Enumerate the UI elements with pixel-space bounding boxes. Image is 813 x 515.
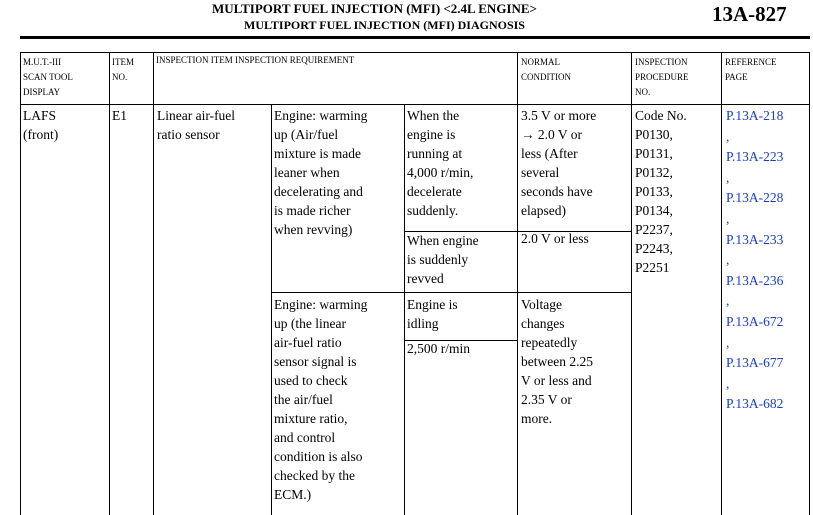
- document-title: MULTIPORT FUEL INJECTION (MFI) <2.4L ENGINE>: [212, 1, 537, 16]
- text-line: changes: [521, 316, 565, 331]
- text-line: mixture ratio,: [274, 411, 348, 426]
- reference-link[interactable]: P.13A-223: [726, 149, 784, 165]
- header-normal-condition: [521, 55, 571, 85]
- cell-condition-2b: [407, 339, 470, 358]
- text-line: seconds have: [521, 184, 593, 199]
- text-line: P0132,: [635, 165, 673, 180]
- text-line: leaner when: [274, 165, 340, 180]
- text-line: Code No.: [635, 108, 687, 123]
- reference-separator: ,: [726, 252, 730, 268]
- text-line: decelerate: [407, 184, 462, 199]
- header-rule: [20, 36, 810, 39]
- text-line: several: [521, 165, 560, 180]
- text-line: decelerating and: [274, 184, 363, 199]
- cell-item-no: [112, 106, 127, 125]
- header-inspection-item: [156, 53, 354, 68]
- reference-link[interactable]: P.13A-682: [726, 396, 784, 412]
- text-line: more.: [521, 411, 553, 426]
- text-line: P2243,: [635, 241, 673, 256]
- reference-separator: ,: [726, 293, 730, 309]
- reference-link[interactable]: P.13A-677: [726, 355, 784, 371]
- text-line: the air/fuel: [274, 392, 333, 407]
- text-line: is made richer: [274, 203, 351, 218]
- text-line: Linear air-fuel: [157, 108, 236, 123]
- text-line: running at: [407, 146, 463, 161]
- text-line: and control: [274, 430, 336, 445]
- text-line: suddenly.: [407, 203, 459, 218]
- cell-normal-2: [521, 295, 593, 428]
- cell-condition-1b: [407, 231, 479, 288]
- text-line: P0133,: [635, 184, 673, 199]
- text-line: Engine is: [407, 297, 458, 312]
- text-line: ECM.): [274, 487, 312, 502]
- header-line: INSPECTION ITEM INSPECTION REQUIREMENT: [156, 55, 355, 65]
- text-line: ratio sensor: [157, 127, 220, 142]
- text-line: 3.5 V or more: [521, 108, 597, 123]
- text-line: up (Air/fuel: [274, 127, 339, 142]
- text-line: elapsed): [521, 203, 566, 218]
- reference-separator: ,: [726, 169, 730, 185]
- text-line: 2.35 V or: [521, 392, 572, 407]
- text-line: up (the linear: [274, 316, 346, 331]
- text-line: revved: [407, 271, 444, 286]
- text-line: LAFS: [23, 108, 57, 123]
- header-line: NORMAL: [521, 57, 561, 67]
- col-border-condition: [404, 104, 405, 515]
- cell-inspection-item: [157, 106, 235, 144]
- text-line: less (After: [521, 146, 578, 161]
- header-line: NO.: [635, 87, 651, 97]
- text-line: repeatedly: [521, 335, 578, 350]
- reference-link[interactable]: P.13A-672: [726, 313, 784, 329]
- header-line: INSPECTION: [635, 57, 688, 67]
- header-line: CONDITION: [521, 72, 571, 82]
- cell-scan-tool-display: [23, 106, 58, 144]
- text-line: P0131,: [635, 146, 673, 161]
- text-line: P2251: [635, 260, 670, 275]
- header-item-no: [112, 55, 134, 85]
- cell-reference-pages: [726, 106, 783, 415]
- reference-link[interactable]: P.13A-233: [726, 231, 784, 247]
- header-bottom-border: [20, 104, 810, 105]
- cell-condition-2a: [407, 295, 458, 333]
- text-line: Engine: warming: [274, 108, 368, 123]
- cell-condition-1a: [407, 106, 473, 220]
- header-line: M.U.T.-III: [23, 57, 62, 67]
- text-line: used to check: [274, 373, 348, 388]
- cell-normal-1a: [521, 106, 596, 220]
- reference-separator: ,: [726, 375, 730, 391]
- reference-link[interactable]: P.13A-218: [726, 108, 784, 123]
- header-line: NO.: [112, 72, 128, 82]
- header-line: SCAN TOOL: [23, 72, 73, 82]
- header-reference-page: [725, 55, 777, 85]
- col-border-reference: [721, 52, 722, 515]
- cell-requirement-1: [274, 106, 367, 239]
- page-number: 13A-827: [712, 2, 787, 26]
- header-scan-tool-display: [23, 55, 73, 100]
- reference-link[interactable]: P.13A-236: [726, 272, 784, 288]
- reference-separator: ,: [726, 128, 730, 144]
- reference-link[interactable]: P.13A-228: [726, 190, 784, 206]
- header-line: DISPLAY: [23, 87, 61, 97]
- text-line: → 2.0 V or: [521, 127, 583, 142]
- col-border-procedure: [631, 52, 632, 515]
- text-line: condition is also: [274, 449, 363, 464]
- reference-separator: ,: [726, 334, 730, 350]
- header-line: PAGE: [725, 72, 748, 82]
- header-line: REFERENCE: [725, 57, 777, 67]
- cell-requirement-2: [274, 295, 367, 504]
- text-line: checked by the: [274, 468, 355, 483]
- text-line: sensor signal is: [274, 354, 357, 369]
- text-line: 2.0 V or less: [521, 231, 589, 246]
- text-line: 2,500 r/min: [407, 341, 470, 356]
- text-line: when revving): [274, 222, 353, 237]
- text-line: (front): [23, 127, 59, 142]
- text-line: P2237,: [635, 222, 673, 237]
- text-line: P0134,: [635, 203, 673, 218]
- col-border-normal: [517, 52, 518, 515]
- col-border-item: [109, 52, 110, 515]
- header-procedure-no: [635, 55, 689, 100]
- document-subtitle: MULTIPORT FUEL INJECTION (MFI) DIAGNOSIS: [244, 18, 525, 32]
- table-top-border: [20, 52, 810, 53]
- header-line: ITEM: [112, 57, 134, 67]
- header-line: PROCEDURE: [635, 72, 689, 82]
- text-line: 4,000 r/min,: [407, 165, 474, 180]
- text-line: mixture is made: [274, 146, 361, 161]
- col-border-right: [809, 52, 810, 515]
- text-line: Voltage: [521, 297, 562, 312]
- text-line: is suddenly: [407, 252, 469, 267]
- text-line: Engine: warming: [274, 297, 368, 312]
- text-line: idling: [407, 316, 439, 331]
- row-divider-1: [271, 292, 631, 293]
- col-border-left: [20, 52, 21, 515]
- text-line: When the: [407, 108, 460, 123]
- text-line: E1: [112, 108, 127, 123]
- text-line: P0130,: [635, 127, 673, 142]
- cell-procedure-codes: [635, 106, 687, 277]
- text-line: air-fuel ratio: [274, 335, 342, 350]
- reference-separator: ,: [726, 210, 730, 226]
- text-line: V or less and: [521, 373, 592, 388]
- cell-normal-1b: [521, 229, 589, 248]
- col-border-requirement: [271, 104, 272, 515]
- text-line: between 2.25: [521, 354, 593, 369]
- text-line: When engine: [407, 233, 479, 248]
- text-line: engine is: [407, 127, 456, 142]
- col-border-inspection: [153, 52, 154, 515]
